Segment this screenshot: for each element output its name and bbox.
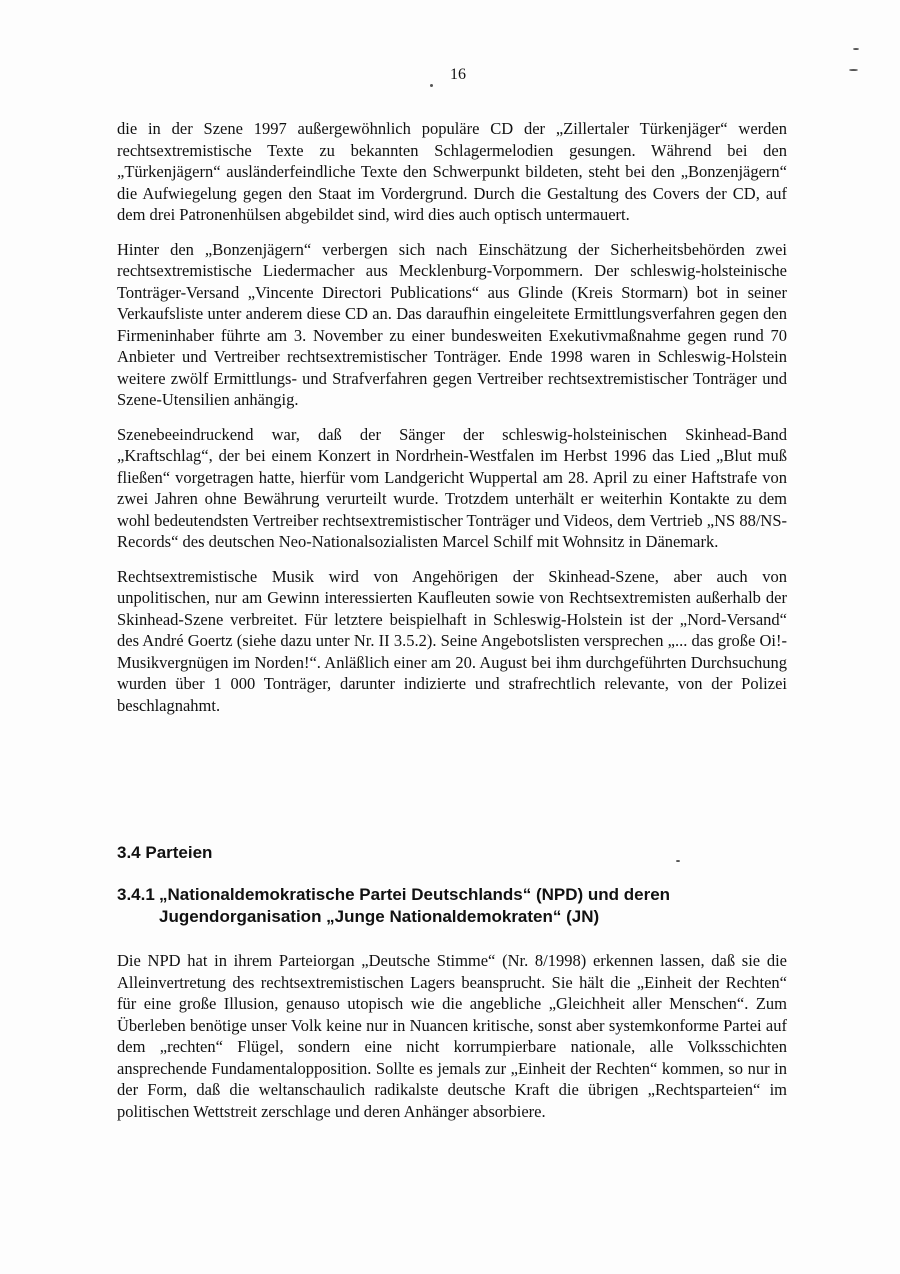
paragraph: Hinter den „Bonzenjägern“ verbergen sich nach Einschätzung der Sicherheitsbehörden zwei rechtsextremistische Liedermacher aus Mecklenburg-Vorpommern. Der schleswig-holsteinische Tonträger-Versand „Vincente Directori Publications“ aus Glinde (Kreis Stormarn) bot in seiner Verkaufsliste unter anderem diese CD an. Das daraufhin eingeleitete Ermittlungsverfahren gegen den Firmeninhaber führte am 3. November zu einer bundesweiten Exekutivmaßnahme gegen rund 70 Anbieter und Vertreiber rechtsextremistischer Tonträger. Ende 1998 waren in Schleswig-Holstein weitere zwölf Ermittlungs- und Strafverfahren gegen Vertreiber rechtsextremistischer Tonträger und Szene-Utensilien anhängig. [117, 239, 787, 409]
paragraph: Die NPD hat in ihrem Parteiorgan „Deutsche Stimme“ (Nr. 8/1998) erkennen lassen, daß sie die Alleinvertretung des rechtsextremistischen Lagers beansprucht. Sie hält die „Einheit der Rechten“ für eine große Illusion, genauso utopisch wie die angebliche „Gleichheit aller Menschen“. Zum Überleben benötige unser Volk keine nur in Nuancen kritische, sonst aber systemkonforme Partei auf dem „rechten“ Flügel, sondern eine nicht korrumpierbare nationale, alle Volksschichten ansprechende Fundamentalopposition. Sollte es jemals zur „Einheit der Rechten“ kommen, so nur in der Form, daß die weltanschaulich radikalste deutsche Kraft die übrigen „Rechtsparteien“ im politischen Wettstreit zerschlage und deren Anhänger absorbiere. [117, 951, 787, 1121]
subsection-heading [117, 884, 787, 928]
body-content [117, 118, 787, 729]
subsection-number: 3.4.1 [117, 885, 155, 904]
npd-section-content [117, 950, 787, 1135]
scan-speck [430, 84, 433, 87]
subsection-heading-block [117, 884, 787, 928]
scan-speck [853, 48, 859, 50]
page-number: 16 [450, 66, 466, 83]
section-heading: 3.4 Parteien [117, 843, 213, 862]
paragraph: Szenebeeindruckend war, daß der Sänger der schleswig-holsteinischen Skinhead-Band „Kraftschlag“, der bei einem Konzert in Nordrhein-Westfalen im Herbst 1996 das Lied „Blut muß fließen“ vorgetragen hatte, hierfür vom Landgericht Wuppertal am 28. April zu einer Haftstrafe von zwei Jahren ohne Bewährung verurteilt wurde. Trotzdem unterhält er weiterhin Kontakte zu dem wohl bedeutendsten Vertreiber rechtsextremistischer Tonträger und Videos, dem Vertrieb „NS 88/NS-Records“ des deutschen Neo-Nationalsozialisten Marcel Schilf mit Wohnsitz in Dänemark. [117, 424, 787, 551]
scan-speck [849, 69, 858, 71]
paragraph: die in der Szene 1997 außergewöhnlich populäre CD der „Zillertaler Türkenjäger“ werden rechtsextremistische Texte zu bekannten Schlagermelodien gesungen. Während bei den „Türkenjägern“ ausländerfeindliche Texte den Schwerpunkt bildeten, steht bei den „Bonzenjägern“ die Aufwiegelung gegen den Staat im Vordergrund. Durch die Gestaltung des Covers der CD, auf dem drei Patronenhülsen abgebildet sind, wird dies auch optisch untermauert. [117, 119, 787, 224]
section-heading-block [117, 842, 787, 864]
subsection-title: „Nationaldemokratische Partei Deutschlands“ (NPD) und deren Jugendorganisation „Junge Nationaldemokraten“ (JN) [159, 885, 671, 926]
paragraph: Rechtsextremistische Musik wird von Angehörigen der Skinhead-Szene, aber auch von unpolitischen, nur am Gewinn interessierten Kaufleuten sowie von Rechtsextremisten außerhalb der Skinhead-Szene verbreitet. Für letztere beispielhaft in Schleswig-Holstein ist der „Nord-Versand“ des André Goertz (siehe dazu unter Nr. II 3.5.2). Seine Angebotslisten versprechen „... das große Oi!-Musikvergnügen im Norden!“. Anläßlich einer am 20. August bei ihm durchgeführten Durchsuchung wurden über 1 000 Tonträger, darunter indizierte und strafrechtlich relevante, von der Polizei beschlagnahmt. [117, 566, 787, 715]
